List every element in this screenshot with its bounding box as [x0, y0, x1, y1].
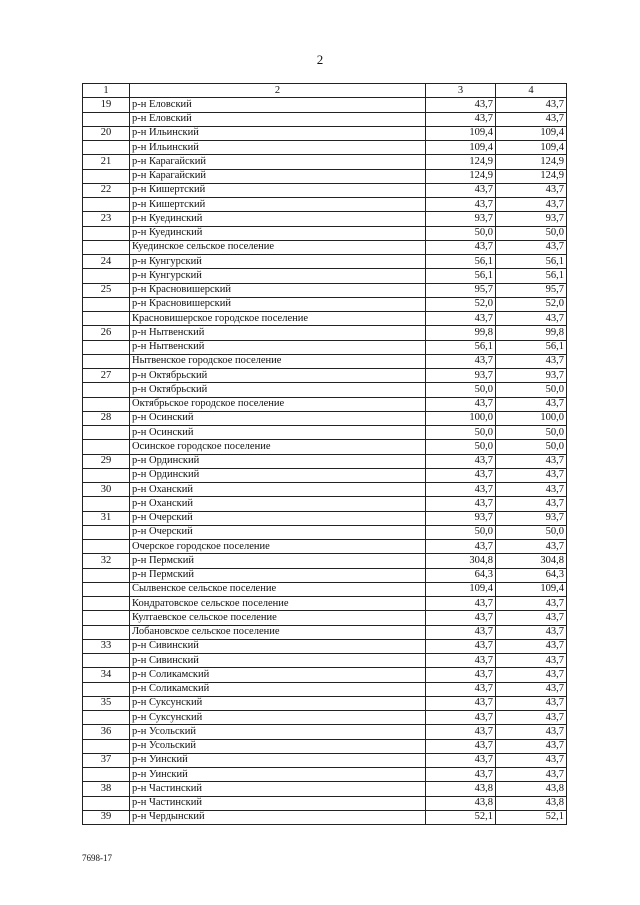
table-row [83, 141, 567, 155]
row-number-cell [83, 611, 130, 625]
row-number-cell [83, 597, 130, 611]
row-name-cell: Октябрьское городское поселение [130, 397, 426, 411]
row-value-col4-cell: 43,7 [496, 483, 567, 497]
table-row [83, 440, 567, 454]
row-number-cell: 35 [83, 696, 130, 710]
row-name-cell: р-н Пермский [130, 568, 426, 582]
row-value-col4-cell: 52,0 [496, 297, 567, 311]
row-value-col4-cell: 304,8 [496, 554, 567, 568]
row-value-col3-cell: 43,7 [426, 654, 496, 668]
row-value-col3-cell: 56,1 [426, 255, 496, 269]
table-row [83, 126, 567, 140]
row-number-cell [83, 654, 130, 668]
row-number-cell [83, 768, 130, 782]
row-value-col3-cell: 43,7 [426, 240, 496, 254]
row-name-cell: Нытвенское городское поселение [130, 354, 426, 368]
row-value-col3-cell: 43,7 [426, 497, 496, 511]
row-value-col4-cell: 43,7 [496, 98, 567, 112]
row-value-col4-cell: 43,7 [496, 739, 567, 753]
row-number-cell [83, 112, 130, 126]
table-row [83, 411, 567, 425]
row-number-cell: 37 [83, 753, 130, 767]
row-value-col4-cell: 43,7 [496, 668, 567, 682]
row-value-col3-cell: 43,7 [426, 711, 496, 725]
row-name-cell: р-н Соликамский [130, 668, 426, 682]
row-number-cell [83, 711, 130, 725]
row-value-col4-cell: 50,0 [496, 426, 567, 440]
row-number-cell [83, 340, 130, 354]
table-row [83, 696, 567, 710]
row-number-cell [83, 440, 130, 454]
row-name-cell: р-н Чердынский [130, 810, 426, 824]
row-name-cell: р-н Усольский [130, 739, 426, 753]
row-name-cell: р-н Кунгурский [130, 269, 426, 283]
row-value-col4-cell: 100,0 [496, 411, 567, 425]
row-name-cell: р-н Кишертский [130, 198, 426, 212]
table-row [83, 312, 567, 326]
table-row [83, 426, 567, 440]
row-value-col3-cell: 43,8 [426, 796, 496, 810]
table-row [83, 554, 567, 568]
row-value-col3-cell: 43,7 [426, 98, 496, 112]
table-row [83, 711, 567, 725]
table-row [83, 625, 567, 639]
row-value-col4-cell: 43,7 [496, 639, 567, 653]
row-value-col4-cell: 43,8 [496, 796, 567, 810]
row-value-col4-cell: 43,7 [496, 696, 567, 710]
row-name-cell: р-н Карагайский [130, 155, 426, 169]
row-number-cell: 34 [83, 668, 130, 682]
table-row [83, 340, 567, 354]
row-value-col4-cell: 43,7 [496, 611, 567, 625]
row-value-col3-cell: 43,8 [426, 782, 496, 796]
row-value-col3-cell: 43,7 [426, 397, 496, 411]
row-value-col3-cell: 64,3 [426, 568, 496, 582]
row-number-cell [83, 397, 130, 411]
row-value-col4-cell: 43,7 [496, 468, 567, 482]
table-row [83, 782, 567, 796]
table-row [83, 397, 567, 411]
row-value-col4-cell: 43,8 [496, 782, 567, 796]
row-value-col3-cell: 43,7 [426, 625, 496, 639]
row-value-col4-cell: 99,8 [496, 326, 567, 340]
table-row [83, 568, 567, 582]
row-value-col3-cell: 43,7 [426, 682, 496, 696]
row-name-cell: Сылвенское сельское поселение [130, 582, 426, 596]
row-value-col3-cell: 43,7 [426, 696, 496, 710]
row-value-col4-cell: 43,7 [496, 183, 567, 197]
table-row [83, 582, 567, 596]
row-name-cell: р-н Октябрьский [130, 369, 426, 383]
row-number-cell: 19 [83, 98, 130, 112]
row-value-col3-cell: 93,7 [426, 511, 496, 525]
row-value-col3-cell: 43,7 [426, 198, 496, 212]
row-value-col4-cell: 43,7 [496, 397, 567, 411]
row-value-col4-cell: 52,1 [496, 810, 567, 824]
row-number-cell: 31 [83, 511, 130, 525]
row-name-cell: р-н Очерский [130, 511, 426, 525]
row-name-cell: Култаевское сельское поселение [130, 611, 426, 625]
row-number-cell [83, 426, 130, 440]
row-value-col3-cell: 50,0 [426, 383, 496, 397]
table-row [83, 297, 567, 311]
row-value-col4-cell: 43,7 [496, 753, 567, 767]
header-col-2: 2 [130, 84, 426, 98]
row-name-cell: р-н Сивинский [130, 639, 426, 653]
row-number-cell: 33 [83, 639, 130, 653]
row-value-col3-cell: 50,0 [426, 226, 496, 240]
row-value-col4-cell: 43,7 [496, 354, 567, 368]
row-name-cell: Осинское городское поселение [130, 440, 426, 454]
row-number-cell [83, 682, 130, 696]
row-name-cell: р-н Уинский [130, 753, 426, 767]
header-col-3: 3 [426, 84, 496, 98]
row-value-col3-cell: 56,1 [426, 269, 496, 283]
row-value-col4-cell: 43,7 [496, 725, 567, 739]
row-value-col4-cell: 43,7 [496, 625, 567, 639]
row-value-col3-cell: 93,7 [426, 212, 496, 226]
row-number-cell [83, 297, 130, 311]
table-row [83, 525, 567, 539]
table-row [83, 198, 567, 212]
row-number-cell [83, 582, 130, 596]
data-table [82, 83, 567, 825]
row-number-cell [83, 497, 130, 511]
row-value-col4-cell: 43,7 [496, 711, 567, 725]
row-value-col3-cell: 124,9 [426, 155, 496, 169]
row-name-cell: Красновишерское городское поселение [130, 312, 426, 326]
row-value-col3-cell: 50,0 [426, 440, 496, 454]
row-name-cell: р-н Красновишерский [130, 283, 426, 297]
table-row [83, 739, 567, 753]
row-value-col4-cell: 43,7 [496, 682, 567, 696]
row-name-cell: Куединское сельское поселение [130, 240, 426, 254]
row-value-col4-cell: 50,0 [496, 440, 567, 454]
table-row [83, 810, 567, 824]
table-row [83, 98, 567, 112]
row-name-cell: р-н Усольский [130, 725, 426, 739]
row-number-cell: 25 [83, 283, 130, 297]
row-name-cell: р-н Очерский [130, 525, 426, 539]
row-number-cell [83, 198, 130, 212]
row-number-cell [83, 354, 130, 368]
table-row [83, 269, 567, 283]
row-number-cell: 27 [83, 369, 130, 383]
table-row [83, 326, 567, 340]
row-value-col3-cell: 43,7 [426, 739, 496, 753]
table-row [83, 112, 567, 126]
table-row [83, 354, 567, 368]
row-value-col4-cell: 43,7 [496, 112, 567, 126]
row-number-cell [83, 625, 130, 639]
row-value-col3-cell: 43,7 [426, 611, 496, 625]
row-number-cell: 38 [83, 782, 130, 796]
row-value-col4-cell: 109,4 [496, 141, 567, 155]
row-value-col3-cell: 43,7 [426, 483, 496, 497]
table-row [83, 497, 567, 511]
row-name-cell: р-н Куединский [130, 226, 426, 240]
table-row [83, 725, 567, 739]
row-number-cell: 32 [83, 554, 130, 568]
row-number-cell: 21 [83, 155, 130, 169]
row-value-col4-cell: 50,0 [496, 525, 567, 539]
row-number-cell: 23 [83, 212, 130, 226]
row-value-col4-cell: 43,7 [496, 240, 567, 254]
row-name-cell: р-н Частинский [130, 782, 426, 796]
row-value-col3-cell: 95,7 [426, 283, 496, 297]
row-value-col3-cell: 43,7 [426, 639, 496, 653]
row-number-cell [83, 269, 130, 283]
table-row [83, 468, 567, 482]
row-number-cell [83, 540, 130, 554]
table-row [83, 768, 567, 782]
row-value-col4-cell: 56,1 [496, 269, 567, 283]
row-name-cell: р-н Соликамский [130, 682, 426, 696]
row-number-cell: 28 [83, 411, 130, 425]
row-value-col4-cell: 56,1 [496, 340, 567, 354]
page-number: 2 [316, 52, 324, 67]
row-name-cell: Очерское городское поселение [130, 540, 426, 554]
table-row [83, 540, 567, 554]
row-value-col4-cell: 43,7 [496, 312, 567, 326]
row-number-cell [83, 383, 130, 397]
table-row [83, 682, 567, 696]
row-value-col4-cell: 109,4 [496, 582, 567, 596]
table-row [83, 483, 567, 497]
row-number-cell: 26 [83, 326, 130, 340]
row-value-col4-cell: 43,7 [496, 597, 567, 611]
row-name-cell: Лобановское сельское поселение [130, 625, 426, 639]
table-row [83, 155, 567, 169]
row-value-col3-cell: 43,7 [426, 597, 496, 611]
row-name-cell: р-н Пермский [130, 554, 426, 568]
table-row [83, 597, 567, 611]
table-row [83, 255, 567, 269]
row-value-col4-cell: 43,7 [496, 768, 567, 782]
row-value-col3-cell: 56,1 [426, 340, 496, 354]
row-name-cell: р-н Оханский [130, 497, 426, 511]
table-row [83, 183, 567, 197]
row-name-cell: р-н Еловский [130, 112, 426, 126]
row-number-cell [83, 568, 130, 582]
row-value-col3-cell: 43,7 [426, 112, 496, 126]
row-name-cell: р-н Ординский [130, 468, 426, 482]
table-row [83, 511, 567, 525]
row-value-col4-cell: 50,0 [496, 383, 567, 397]
row-value-col3-cell: 50,0 [426, 525, 496, 539]
row-value-col3-cell: 50,0 [426, 426, 496, 440]
row-name-cell: р-н Нытвенский [130, 340, 426, 354]
row-value-col3-cell: 109,4 [426, 141, 496, 155]
table-row [83, 212, 567, 226]
row-name-cell: р-н Октябрьский [130, 383, 426, 397]
table-row [83, 283, 567, 297]
row-number-cell: 36 [83, 725, 130, 739]
row-value-col4-cell: 109,4 [496, 126, 567, 140]
row-name-cell: р-н Кишертский [130, 183, 426, 197]
row-value-col4-cell: 56,1 [496, 255, 567, 269]
row-name-cell: р-н Осинский [130, 411, 426, 425]
row-value-col3-cell: 43,7 [426, 753, 496, 767]
table-row [83, 240, 567, 254]
row-number-cell: 29 [83, 454, 130, 468]
row-number-cell: 24 [83, 255, 130, 269]
row-number-cell [83, 141, 130, 155]
row-name-cell: р-н Куединский [130, 212, 426, 226]
row-number-cell [83, 525, 130, 539]
table-body [83, 98, 567, 825]
header-col-1: 1 [83, 84, 130, 98]
table-row [83, 639, 567, 653]
row-value-col4-cell: 43,7 [496, 654, 567, 668]
row-number-cell [83, 226, 130, 240]
row-value-col4-cell: 124,9 [496, 169, 567, 183]
row-value-col4-cell: 43,7 [496, 454, 567, 468]
row-value-col3-cell: 99,8 [426, 326, 496, 340]
table-row [83, 454, 567, 468]
table-row [83, 753, 567, 767]
row-value-col3-cell: 43,7 [426, 540, 496, 554]
row-number-cell [83, 739, 130, 753]
table-row [83, 383, 567, 397]
row-number-cell [83, 312, 130, 326]
table-row [83, 369, 567, 383]
row-name-cell: р-н Уинский [130, 768, 426, 782]
row-value-col3-cell: 100,0 [426, 411, 496, 425]
row-value-col4-cell: 93,7 [496, 369, 567, 383]
row-name-cell: р-н Красновишерский [130, 297, 426, 311]
table-row [83, 226, 567, 240]
header-col-4: 4 [496, 84, 567, 98]
row-name-cell: р-н Еловский [130, 98, 426, 112]
table-row [83, 796, 567, 810]
row-value-col3-cell: 43,7 [426, 768, 496, 782]
row-number-cell [83, 240, 130, 254]
row-name-cell: р-н Сивинский [130, 654, 426, 668]
row-value-col3-cell: 43,7 [426, 468, 496, 482]
row-name-cell: р-н Нытвенский [130, 326, 426, 340]
table-row [83, 169, 567, 183]
row-number-cell [83, 169, 130, 183]
row-number-cell [83, 796, 130, 810]
row-name-cell: р-н Суксунский [130, 696, 426, 710]
row-value-col3-cell: 93,7 [426, 369, 496, 383]
row-value-col3-cell: 43,7 [426, 354, 496, 368]
row-value-col4-cell: 93,7 [496, 511, 567, 525]
row-value-col3-cell: 52,0 [426, 297, 496, 311]
row-value-col4-cell: 43,7 [496, 540, 567, 554]
row-number-cell: 22 [83, 183, 130, 197]
row-value-col3-cell: 43,7 [426, 183, 496, 197]
row-value-col4-cell: 43,7 [496, 198, 567, 212]
row-number-cell: 20 [83, 126, 130, 140]
row-value-col3-cell: 109,4 [426, 126, 496, 140]
row-value-col3-cell: 52,1 [426, 810, 496, 824]
row-value-col4-cell: 93,7 [496, 212, 567, 226]
row-number-cell [83, 468, 130, 482]
table-header-row [83, 84, 567, 98]
row-name-cell: р-н Суксунский [130, 711, 426, 725]
row-value-col3-cell: 43,7 [426, 725, 496, 739]
row-name-cell: р-н Частинский [130, 796, 426, 810]
row-value-col3-cell: 43,7 [426, 312, 496, 326]
row-value-col3-cell: 124,9 [426, 169, 496, 183]
row-name-cell: р-н Карагайский [130, 169, 426, 183]
row-number-cell: 30 [83, 483, 130, 497]
table-row [83, 668, 567, 682]
table-row [83, 654, 567, 668]
row-name-cell: р-н Ординский [130, 454, 426, 468]
row-number-cell: 39 [83, 810, 130, 824]
row-name-cell: р-н Оханский [130, 483, 426, 497]
row-name-cell: р-н Осинский [130, 426, 426, 440]
row-value-col4-cell: 43,7 [496, 497, 567, 511]
row-name-cell: р-н Ильинский [130, 141, 426, 155]
row-value-col3-cell: 43,7 [426, 668, 496, 682]
row-value-col3-cell: 109,4 [426, 582, 496, 596]
row-value-col3-cell: 304,8 [426, 554, 496, 568]
document-code: 7698-17 [82, 853, 112, 863]
row-value-col4-cell: 124,9 [496, 155, 567, 169]
row-name-cell: р-н Кунгурский [130, 255, 426, 269]
row-value-col3-cell: 43,7 [426, 454, 496, 468]
table-row [83, 611, 567, 625]
row-name-cell: р-н Ильинский [130, 126, 426, 140]
row-value-col4-cell: 50,0 [496, 226, 567, 240]
row-value-col4-cell: 64,3 [496, 568, 567, 582]
row-name-cell: Кондратовское сельское поселение [130, 597, 426, 611]
row-value-col4-cell: 95,7 [496, 283, 567, 297]
